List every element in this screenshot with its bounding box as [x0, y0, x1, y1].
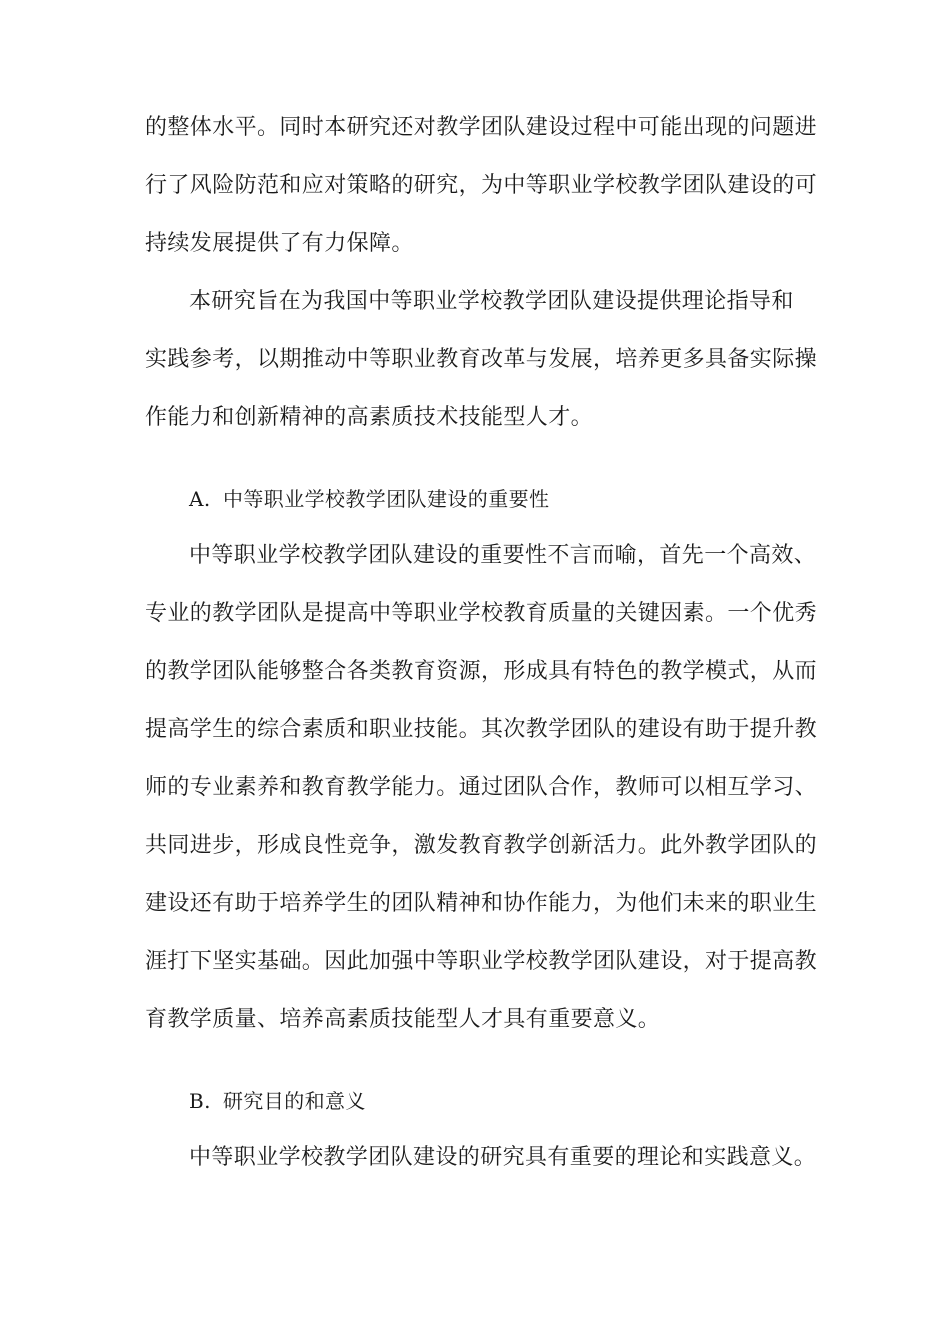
paragraph-line: 中等职业学校教学团队建设的重要性不言而喻，首先一个高效、: [189, 543, 817, 568]
paragraph-line: 育教学质量、培养高素质技能型人才具有重要意义。: [145, 1007, 661, 1032]
paragraph-line: 持续发展提供了有力保障。: [145, 231, 414, 256]
section-label: A.: [189, 487, 211, 511]
paragraph-line: 提高学生的综合素质和职业技能。其次教学团队的建设有助于提升教: [145, 717, 818, 742]
section-heading-a: [189, 484, 549, 514]
paragraph-line: 作能力和创新精神的高素质技术技能型人才。: [145, 405, 594, 430]
section-label: B.: [189, 1089, 211, 1113]
paragraph-line: 专业的教学团队是提高中等职业学校教育质量的关键因素。一个优秀: [145, 601, 818, 626]
paragraph-line: 涯打下坚实基础。因此加强中等职业学校教学团队建设，对于提高教: [145, 949, 818, 974]
paragraph-line: 共同进步，形成良性竞争，激发教育教学创新活力。此外教学团队的: [145, 833, 818, 858]
paragraph-line: 行了风险防范和应对策略的研究，为中等职业学校教学团队建设的可: [145, 173, 818, 198]
paragraph-line: 实践参考，以期推动中等职业教育改革与发展，培养更多具备实际操: [145, 347, 818, 372]
paragraph-line: 的教学团队能够整合各类教育资源，形成具有特色的教学模式，从而: [145, 659, 818, 684]
section-title: 中等职业学校教学团队建设的重要性: [223, 487, 550, 511]
section-heading-b: [189, 1086, 366, 1116]
paragraph-line: 本研究旨在为我国中等职业学校教学团队建设提供理论指导和: [189, 289, 794, 314]
paragraph-line: 师的专业素养和教育教学能力。通过团队合作，教师可以相互学习、: [145, 775, 818, 800]
section-title: 研究目的和意义: [223, 1089, 366, 1113]
paragraph-line: 建设还有助于培养学生的团队精神和协作能力，为他们未来的职业生: [145, 891, 818, 916]
paragraph-line: 的整体水平。同时本研究还对教学团队建设过程中可能出现的问题进: [145, 115, 818, 140]
paragraph-line: 中等职业学校教学团队建设的研究具有重要的理论和实践意义。: [189, 1145, 817, 1170]
